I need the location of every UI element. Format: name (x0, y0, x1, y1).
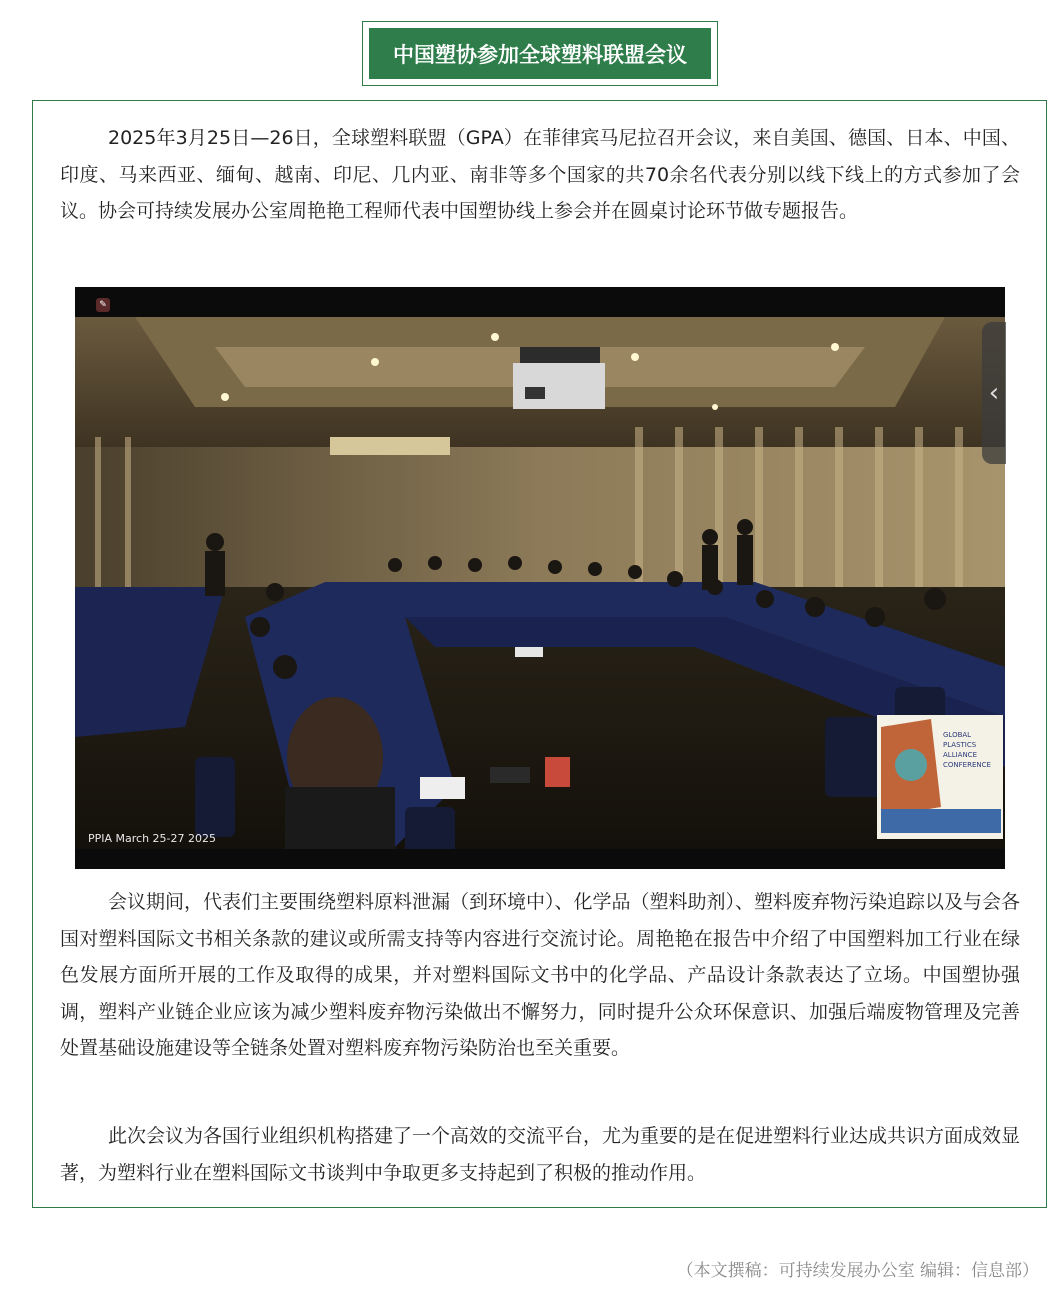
article-paragraph-1: 2025年3月25日—26日，全球塑料联盟（GPA）在菲律宾马尼拉召开会议，来自美国、德国、日本、中国、印度、马来西亚、缅甸、越南、印尼、几内亚、南非等多个国家的共70余名代表分别以线下线上的方式参加了会议。协会可持续发展办公室周艳艳工程师代表中国塑协线上参会并在圆桌讨论环节做专题报告。 (60, 127, 1020, 222)
svg-text:GLOBAL: GLOBAL (943, 731, 972, 739)
page-title: 中国塑协参加全球塑料联盟会议 (369, 28, 711, 79)
conference-photo[interactable] (75, 287, 1005, 869)
conference-photo-illustration (75, 287, 1005, 869)
svg-text:ALLIANCE: ALLIANCE (943, 751, 977, 759)
recording-icon: ✎ (96, 298, 110, 312)
previous-image-arrow-icon[interactable]: ‹ (982, 322, 1006, 464)
photo-caption-overlay: PPIA March 25-27 2025 (88, 832, 217, 845)
title-box (362, 21, 718, 86)
svg-text:CONFERENCE: CONFERENCE (943, 761, 991, 769)
article-credit: （本文撰稿：可持续发展办公室 编辑：信息部） (676, 1261, 1039, 1281)
svg-text:PLASTICS: PLASTICS (943, 741, 977, 749)
article-paragraph-3: 此次会议为各国行业组织机构搭建了一个高效的交流平台，尤为重要的是在促进塑料行业达成共识方面成效显著，为塑料行业在塑料国际文书谈判中争取更多支持起到了积极的推动作用。 (60, 1125, 1021, 1184)
article-paragraph-2: 会议期间，代表们主要围绕塑料原料泄漏（到环境中）、化学品（塑料助剂）、塑料废弃物污染追踪以及与会各国对塑料国际文书相关条款的建议或所需支持等内容进行交流讨论。周艳艳在报告中介绍了中国塑料加工行业在绿色发展方面所开展的工作及取得的成果，并对塑料国际文书中的化学品、产品设计条款表达了立场。中国塑协强调，塑料产业链企业应该为减少塑料废弃物污染做出不懈努力，同时提升公众环保意识、加强后端废物管理及完善处置基础设施建设等全链条处置对塑料废弃物污染防治也至关重要。 (60, 891, 1021, 1059)
